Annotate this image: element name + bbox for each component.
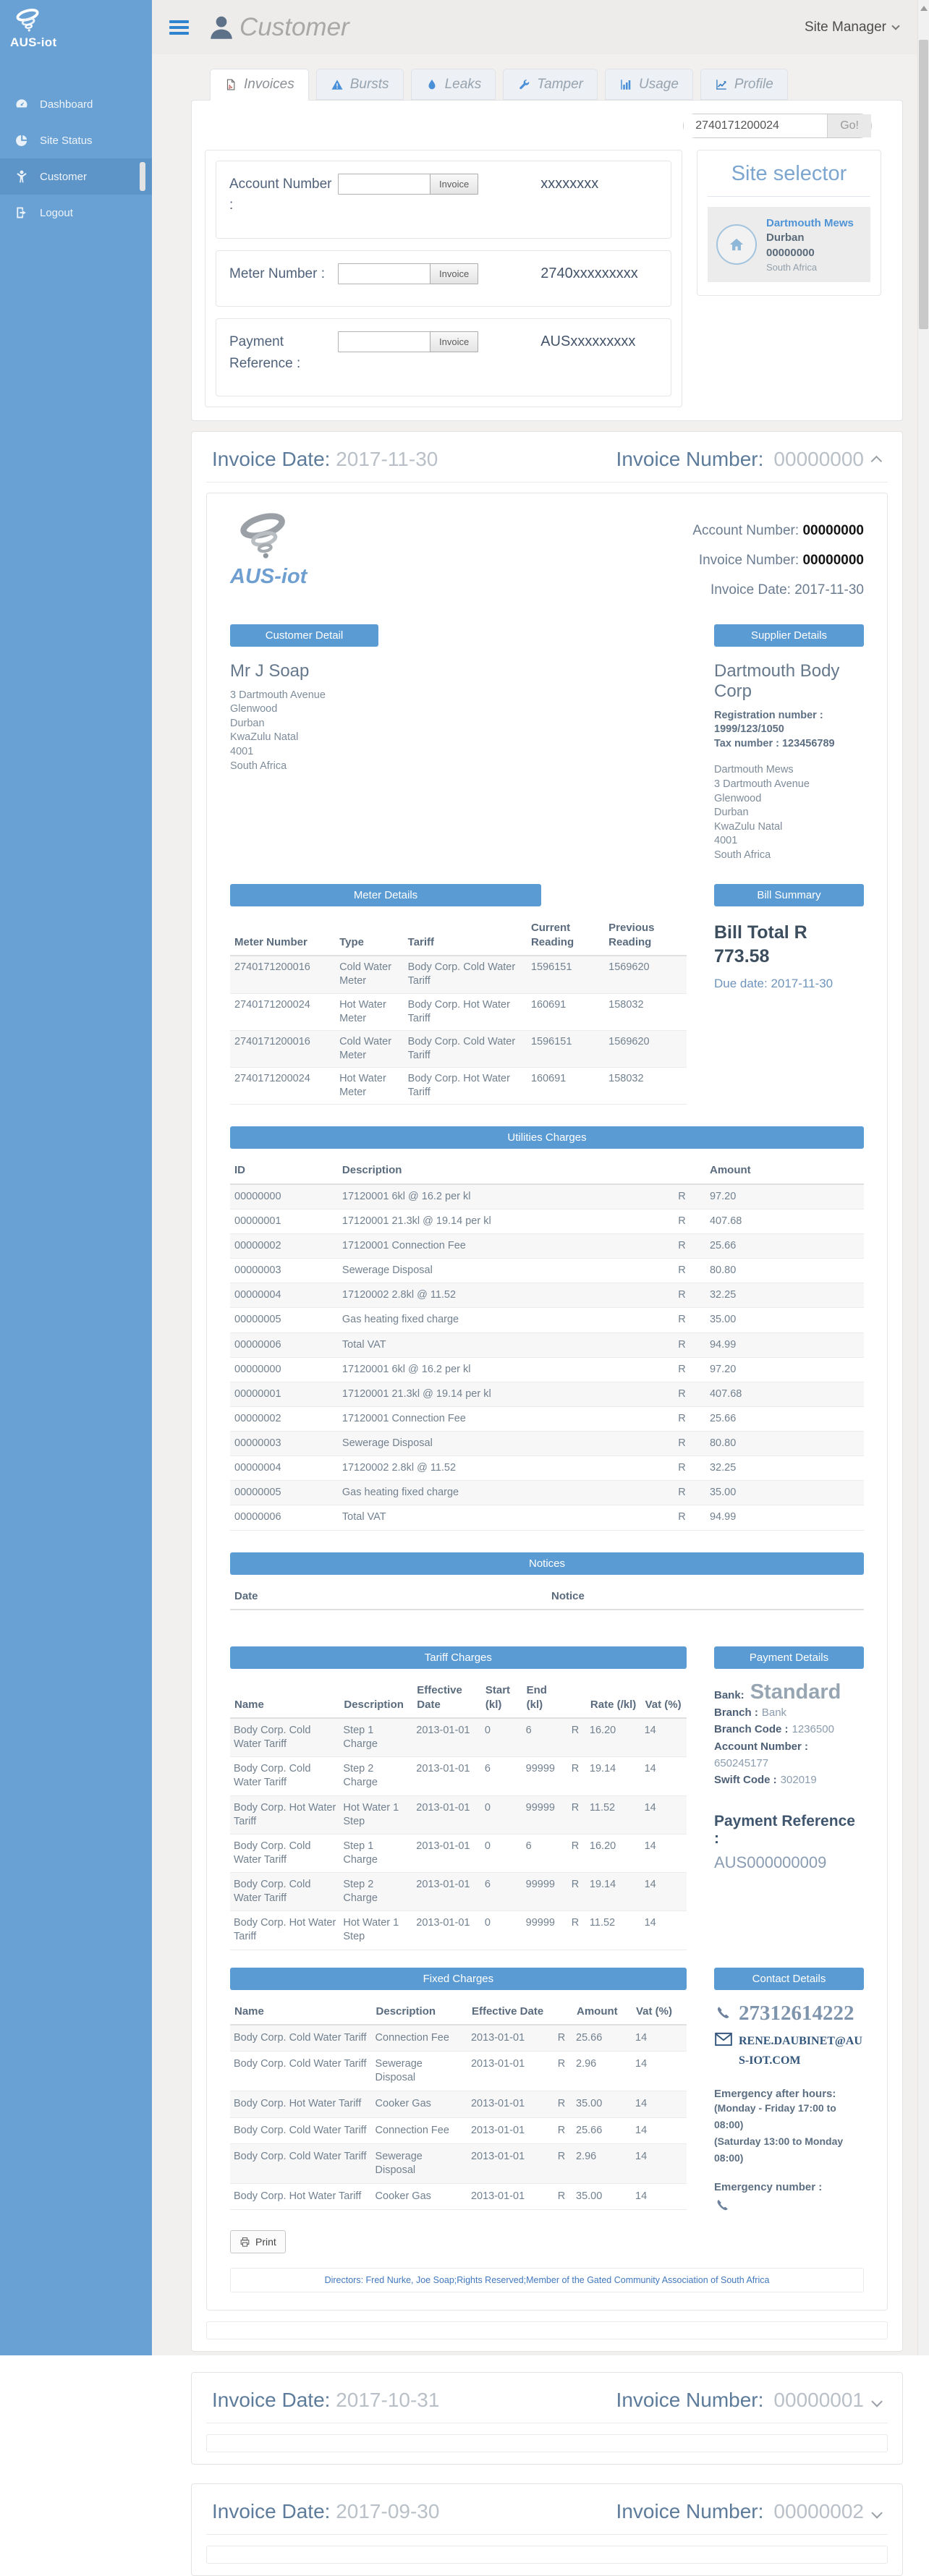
lookup-form — [205, 150, 682, 407]
text-line: Dartmouth Mews — [714, 764, 794, 776]
meter-details-table — [230, 915, 687, 1105]
tab-usage[interactable] — [605, 69, 693, 100]
supplier-address — [714, 763, 864, 862]
table-row: 00000004 17120002 2.8kl @ 11.52 R 32.25 — [230, 1283, 864, 1308]
sidebar-logo — [0, 0, 152, 54]
table-row: 00000003 Sewerage Disposal R 80.80 — [230, 1432, 864, 1456]
utilities-charges-header: Utilities Charges — [230, 1126, 864, 1149]
invoice-panel-2 — [191, 2483, 903, 2576]
swift-code-line: Swift Code : 302019 — [714, 1774, 817, 1787]
sidebar-nav — [0, 86, 152, 231]
table-row: 00000002 17120001 Connection Fee R 25.66 — [230, 1234, 864, 1259]
invoice-footer-strip — [206, 2434, 888, 2452]
gauge-icon — [14, 97, 29, 111]
text-line: (Saturday 13:00 to Monday 08:00) — [714, 2135, 844, 2164]
column-header: Date — [230, 1584, 547, 1610]
meter-number-row — [216, 250, 671, 307]
logout-icon — [14, 205, 29, 220]
account-number-input[interactable] — [338, 174, 430, 195]
meter-details-header: Meter Details — [230, 884, 541, 906]
column-header — [674, 1157, 705, 1184]
utilities-charges-table — [230, 1157, 864, 1530]
warning-triangle-icon — [331, 78, 344, 91]
supplier-details-section — [714, 624, 864, 863]
column-header: Amount — [572, 1999, 632, 2025]
table-row: 00000003 Sewerage Disposal R 80.80 — [230, 1259, 864, 1283]
tariff-charges-header: Tariff Charges — [230, 1646, 687, 1669]
text-line: KwaZulu Natal — [714, 820, 783, 833]
site-manager-label: Site Manager — [804, 19, 886, 35]
sidebar-item-label: Logout — [40, 206, 73, 219]
branch-line: Bank Branch : — [714, 1706, 787, 1720]
payment-reference-value: AUS000000009 — [714, 1853, 827, 1872]
bill-due-date: Due date: 2017-11-30 — [714, 977, 833, 991]
meter-invoice-button[interactable]: Invoice — [430, 263, 478, 284]
account-number-row — [216, 161, 671, 239]
print-button[interactable] — [230, 2230, 286, 2253]
table-row: Body Corp. Cold Water Tariff Step 2 Charge 2013-01-01 6 99999 R 19.14 14 — [230, 1757, 687, 1795]
scrollbar-thumb[interactable] — [919, 40, 928, 329]
account-number-line: Account Number : 650245177 — [714, 1740, 809, 1769]
swirl-logo-icon — [10, 7, 43, 36]
expand-caret-icon[interactable] — [871, 2396, 883, 2407]
active-indicator-bar — [140, 162, 145, 191]
table-row: 00000005 Gas heating fixed charge R 35.00 — [230, 1481, 864, 1505]
payment-reference-label: Payment Reference : — [229, 334, 301, 371]
invoice-footer-strip — [206, 2546, 888, 2564]
fixed-charges-section — [230, 1968, 687, 2254]
home-icon — [716, 224, 757, 265]
invoice-logo-text: AUS-iot — [230, 565, 307, 589]
trend-line-icon — [715, 78, 728, 91]
column-header: ID — [230, 1157, 338, 1184]
sidebar-item-site-status[interactable] — [0, 122, 152, 158]
table-row: Body Corp. Cold Water Tariff Step 1 Charge 2013-01-01 0 6 R 16.20 14 — [230, 1834, 687, 1872]
invoice-footer-strip — [206, 2321, 888, 2339]
tariff-charges-section — [230, 1646, 687, 1950]
table-row: Body Corp. Cold Water Tariff Sewerage Disposal 2013-01-01 R 2.96 14 — [230, 2143, 687, 2183]
emergency-number-label: Emergency number : — [714, 2181, 823, 2194]
text-line: 3 Dartmouth Avenue — [714, 778, 810, 790]
payment-reference-input[interactable] — [338, 331, 430, 352]
table-row: 2740171200016 Cold Water Meter Body Corp. Cold Water Tariff 1596151 1569620 — [230, 1030, 687, 1067]
column-header — [568, 1678, 586, 1718]
table-row: Body Corp. Hot Water Tariff Hot Water 1 Step 2013-01-01 0 99999 R 11.52 14 — [230, 1795, 687, 1834]
payment-details-section — [714, 1646, 864, 1950]
contact-details-header: Contact Details — [714, 1968, 864, 1990]
pie-chart-icon — [14, 133, 29, 148]
table-row: Body Corp. Hot Water Tariff Hot Water 1 Step 2013-01-01 0 99999 R 11.52 14 — [230, 1911, 687, 1950]
payment-invoice-button[interactable]: Invoice — [430, 331, 478, 352]
text-line: Durban — [714, 807, 749, 819]
column-header: Effective Date — [412, 1678, 481, 1718]
emergency-hours — [714, 2100, 864, 2167]
invoice-date: Invoice Date: 2017-11-30 — [212, 448, 438, 471]
meter-number-input[interactable] — [338, 263, 430, 284]
text-line: Glenwood — [230, 703, 278, 715]
supplier-name: Dartmouth Body Corp — [714, 660, 840, 701]
column-header: Description — [339, 1678, 412, 1718]
column-header: Rate (/kl) — [586, 1678, 641, 1718]
scrollbar-up-arrow[interactable] — [920, 6, 928, 11]
text-line: 4001 — [230, 745, 254, 757]
invoice-number-value: 00000000 — [802, 553, 864, 569]
main-area — [152, 0, 929, 2523]
table-row: Body Corp. Cold Water Tariff Step 2 Charge 2013-01-01 6 99999 R 19.14 14 — [230, 1873, 687, 1911]
text-line: (Monday - Friday 17:00 to 08:00) — [714, 2101, 836, 2131]
expand-caret-icon[interactable] — [871, 2507, 883, 2519]
search-input[interactable] — [684, 114, 827, 137]
table-row: 00000001 17120001 21.3kl @ 19.14 per kl R 407.68 — [230, 1382, 864, 1406]
sidebar-logo-text: AUS-iot — [10, 35, 57, 49]
tab-label: Bursts — [349, 77, 389, 92]
printer-icon — [239, 2237, 250, 2248]
content — [152, 54, 917, 2576]
bill-total: Bill Total R 773.58 — [714, 922, 807, 966]
table-row: Body Corp. Cold Water Tariff Sewerage Disposal 2013-01-01 R 2.96 14 — [230, 2052, 687, 2091]
invoice-date: Invoice Date: 2017-10-31 — [212, 2389, 440, 2412]
invoice-number: Invoice Number: 00000001 — [616, 2389, 882, 2412]
bank-label: Bank: — [714, 1689, 745, 1702]
site-selector-title: Site selector — [708, 162, 870, 197]
tab-leaks[interactable] — [411, 69, 496, 100]
site-manager-menu[interactable] — [805, 20, 899, 35]
tab-profile[interactable] — [700, 69, 788, 100]
site-code: 00000000 — [766, 246, 815, 259]
table-row: Body Corp. Cold Water Tariff Step 1 Charge 2013-01-01 0 6 R 16.20 14 — [230, 1718, 687, 1757]
customer-address — [230, 689, 687, 773]
pdf-file-icon — [224, 78, 237, 91]
table-row: 00000001 17120001 21.3kl @ 19.14 per kl R 407.68 — [230, 1209, 864, 1233]
customer-detail-section — [230, 624, 687, 863]
text-line: KwaZulu Natal — [230, 731, 299, 744]
supplier-registration-label: Registration number : — [714, 709, 823, 721]
table-row: 00000006 Total VAT R 94.99 — [230, 1505, 864, 1530]
account-number-label: Account Number : — [229, 177, 332, 213]
payment-reference-label: Payment Reference : — [714, 1813, 855, 1848]
column-header: Vat (%) — [641, 1678, 687, 1718]
tab-label: Profile — [734, 77, 773, 92]
column-header: Tariff — [404, 915, 527, 956]
bank-name: Standard — [750, 1680, 841, 1704]
text-line: 4001 — [714, 835, 738, 847]
bill-summary-section — [714, 884, 864, 1105]
customer-detail-header: Customer Detail — [230, 624, 378, 647]
sidebar-item-label: Customer — [40, 170, 88, 183]
table-row: 00000000 17120001 6kl @ 16.2 per kl R 97.20 — [230, 1357, 864, 1382]
fixed-charges-table — [230, 1999, 687, 2211]
envelope-icon — [714, 2031, 733, 2047]
invoice-panel-0 — [191, 431, 903, 2352]
contact-phone: 27312614222 — [714, 2002, 864, 2025]
column-header: Previous Reading — [604, 915, 687, 956]
swirl-logo-icon — [230, 511, 292, 567]
account-invoice-button[interactable]: Invoice — [430, 174, 478, 195]
column-header: End (kl) — [522, 1678, 568, 1718]
site-city: Durban — [766, 231, 805, 245]
table-row: 2740171200024 Hot Water Meter Body Corp. Hot Water Tariff 160691 158032 — [230, 993, 687, 1030]
notices-header: Notices — [230, 1552, 864, 1575]
column-header: Name — [230, 1999, 372, 2025]
payment-details-header: Payment Details — [714, 1646, 864, 1669]
sidebar-item-customer[interactable] — [0, 158, 152, 195]
tab-tamper[interactable] — [503, 69, 598, 100]
tariff-charges-table — [230, 1678, 687, 1950]
column-header: Notice — [547, 1584, 864, 1610]
invoice-info: Account Number: 00000000 Invoice Number: 00000000 Invoice Date: 2017-11-30 — [692, 523, 864, 598]
tab-bar — [210, 69, 903, 100]
wrench-icon — [517, 78, 530, 91]
column-header — [554, 1999, 572, 2025]
table-row: 00000005 Gas heating fixed charge R 35.00 — [230, 1308, 864, 1332]
customer-name: Mr J Soap — [230, 660, 310, 681]
site-card-text — [766, 216, 854, 273]
table-row: 2740171200016 Cold Water Meter Body Corp. Cold Water Tariff 1596151 1569620 — [230, 956, 687, 993]
site-selector-panel — [697, 150, 881, 296]
utilities-charges-section — [230, 1126, 864, 1530]
supplier-details-header: Supplier Details — [714, 624, 864, 647]
topbar — [152, 0, 917, 54]
account-number-value: 00000000 — [802, 523, 864, 539]
site-name: Dartmouth Mews — [766, 217, 854, 229]
site-card[interactable] — [708, 207, 870, 282]
text-line: Glenwood — [714, 792, 762, 804]
notices-table — [230, 1584, 864, 1611]
tab-bursts[interactable] — [316, 69, 404, 100]
invoice-lookup-panel — [191, 100, 903, 421]
contact-details-section — [714, 1968, 864, 2254]
collapse-caret-icon[interactable] — [871, 456, 883, 467]
tab-invoices[interactable] — [210, 69, 309, 101]
table-row: 00000000 17120001 6kl @ 16.2 per kl R 97.20 — [230, 1184, 864, 1210]
sidebar — [0, 0, 152, 2355]
table-row: 00000006 Total VAT R 94.99 — [230, 1332, 864, 1357]
tab-label: Tamper — [537, 77, 583, 92]
text-line: 3 Dartmouth Avenue — [230, 689, 326, 701]
invoice-header-0[interactable] — [206, 441, 888, 483]
notices-section — [230, 1552, 864, 1630]
vertical-scrollbar[interactable] — [917, 0, 929, 2355]
invoice-header-1[interactable] — [206, 2381, 888, 2423]
bar-chart-icon — [619, 78, 632, 91]
site-country: South Africa — [766, 261, 818, 273]
invoice-number: Invoice Number: 00000000 — [616, 448, 882, 471]
column-header: Description — [372, 1999, 467, 2025]
search-row — [205, 114, 872, 138]
sidebar-item-label: Site Status — [40, 134, 93, 147]
account-number-hint: xxxxxxxx — [540, 176, 599, 192]
column-header: Name — [230, 1678, 339, 1718]
meter-details-section — [230, 884, 687, 1105]
branch-code-line: Branch Code : 1236500 — [714, 1723, 834, 1736]
chevron-down-icon — [891, 22, 899, 30]
sidebar-item-dashboard[interactable] — [0, 86, 152, 122]
invoice-date-value: 2017-11-30 — [794, 582, 864, 598]
table-row: 00000004 17120002 2.8kl @ 11.52 R 32.25 — [230, 1456, 864, 1481]
customer-header-icon — [206, 12, 237, 43]
hamburger-menu-icon[interactable] — [169, 17, 189, 38]
tab-label: Leaks — [444, 77, 482, 92]
supplier-registration-value: 1999/123/1050 — [714, 723, 784, 736]
phone-icon — [714, 2005, 731, 2022]
print-label: Print — [255, 2236, 276, 2248]
invoice-panel-1 — [191, 2372, 903, 2465]
invoice-header-2[interactable] — [206, 2493, 888, 2535]
column-header: Vat (%) — [632, 1999, 687, 2025]
column-header: Meter Number — [230, 915, 335, 956]
table-row: 2740171200024 Hot Water Meter Body Corp. Hot Water Tariff 160691 158032 — [230, 1068, 687, 1105]
table-row: Body Corp. Cold Water Tariff Connection Fee 2013-01-01 R 25.66 14 — [230, 2025, 687, 2052]
invoice-date: Invoice Date: 2017-09-30 — [212, 2500, 440, 2523]
go-button[interactable]: Go! — [827, 114, 871, 137]
meter-number-label: Meter Number : — [229, 265, 325, 281]
column-header: Type — [335, 915, 404, 956]
sidebar-item-logout[interactable] — [0, 195, 152, 231]
column-header: Current Reading — [527, 915, 604, 956]
table-row: Body Corp. Cold Water Tariff Connection Fee 2013-01-01 R 25.66 14 — [230, 2117, 687, 2143]
droplet-icon — [425, 78, 438, 91]
text-line: South Africa — [230, 760, 287, 772]
tab-label: Usage — [638, 77, 679, 92]
payment-reference-hint: AUSxxxxxxxxx — [540, 333, 636, 350]
search-pill — [683, 114, 872, 138]
table-row: Body Corp. Hot Water Tariff Cooker Gas 2013-01-01 R 35.00 14 — [230, 2091, 687, 2117]
text-line: Durban — [230, 717, 265, 729]
fixed-charges-header: Fixed Charges — [230, 1968, 687, 1990]
tab-label: Invoices — [244, 77, 294, 92]
table-row: Body Corp. Hot Water Tariff Cooker Gas 2013-01-01 R 35.00 14 — [230, 2183, 687, 2209]
supplier-tax-number: Tax number : 123456789 — [714, 737, 835, 749]
table-row: 00000002 17120001 Connection Fee R 25.66 — [230, 1406, 864, 1431]
directors-footer: Directors: Fred Nurke, Joe Soap;Rights Reserved;Member of the Gated Community Association of South Africa — [230, 2268, 864, 2292]
bill-summary-header: Bill Summary — [714, 884, 864, 906]
phone-icon — [714, 2198, 730, 2214]
sidebar-item-label: Dashboard — [40, 98, 93, 111]
contact-email[interactable]: RENE.DAUBINET@AUS-IOT.COM — [714, 2031, 864, 2070]
payment-reference-row — [216, 318, 671, 396]
column-header: Amount — [705, 1157, 864, 1184]
column-header: Effective Date — [467, 1999, 554, 2025]
page-title: Customer — [239, 12, 349, 41]
column-header: Description — [338, 1157, 674, 1184]
invoice-detail — [206, 493, 888, 2311]
meter-number-hint: 2740xxxxxxxxx — [540, 265, 638, 281]
invoice-number: Invoice Number: 00000002 — [616, 2500, 882, 2523]
emergency-after-hours-title: Emergency after hours: — [714, 2087, 836, 2100]
text-line: South Africa — [714, 849, 771, 861]
column-header: Start (kl) — [481, 1678, 522, 1718]
invoice-logo — [230, 511, 307, 589]
person-icon — [14, 169, 29, 184]
